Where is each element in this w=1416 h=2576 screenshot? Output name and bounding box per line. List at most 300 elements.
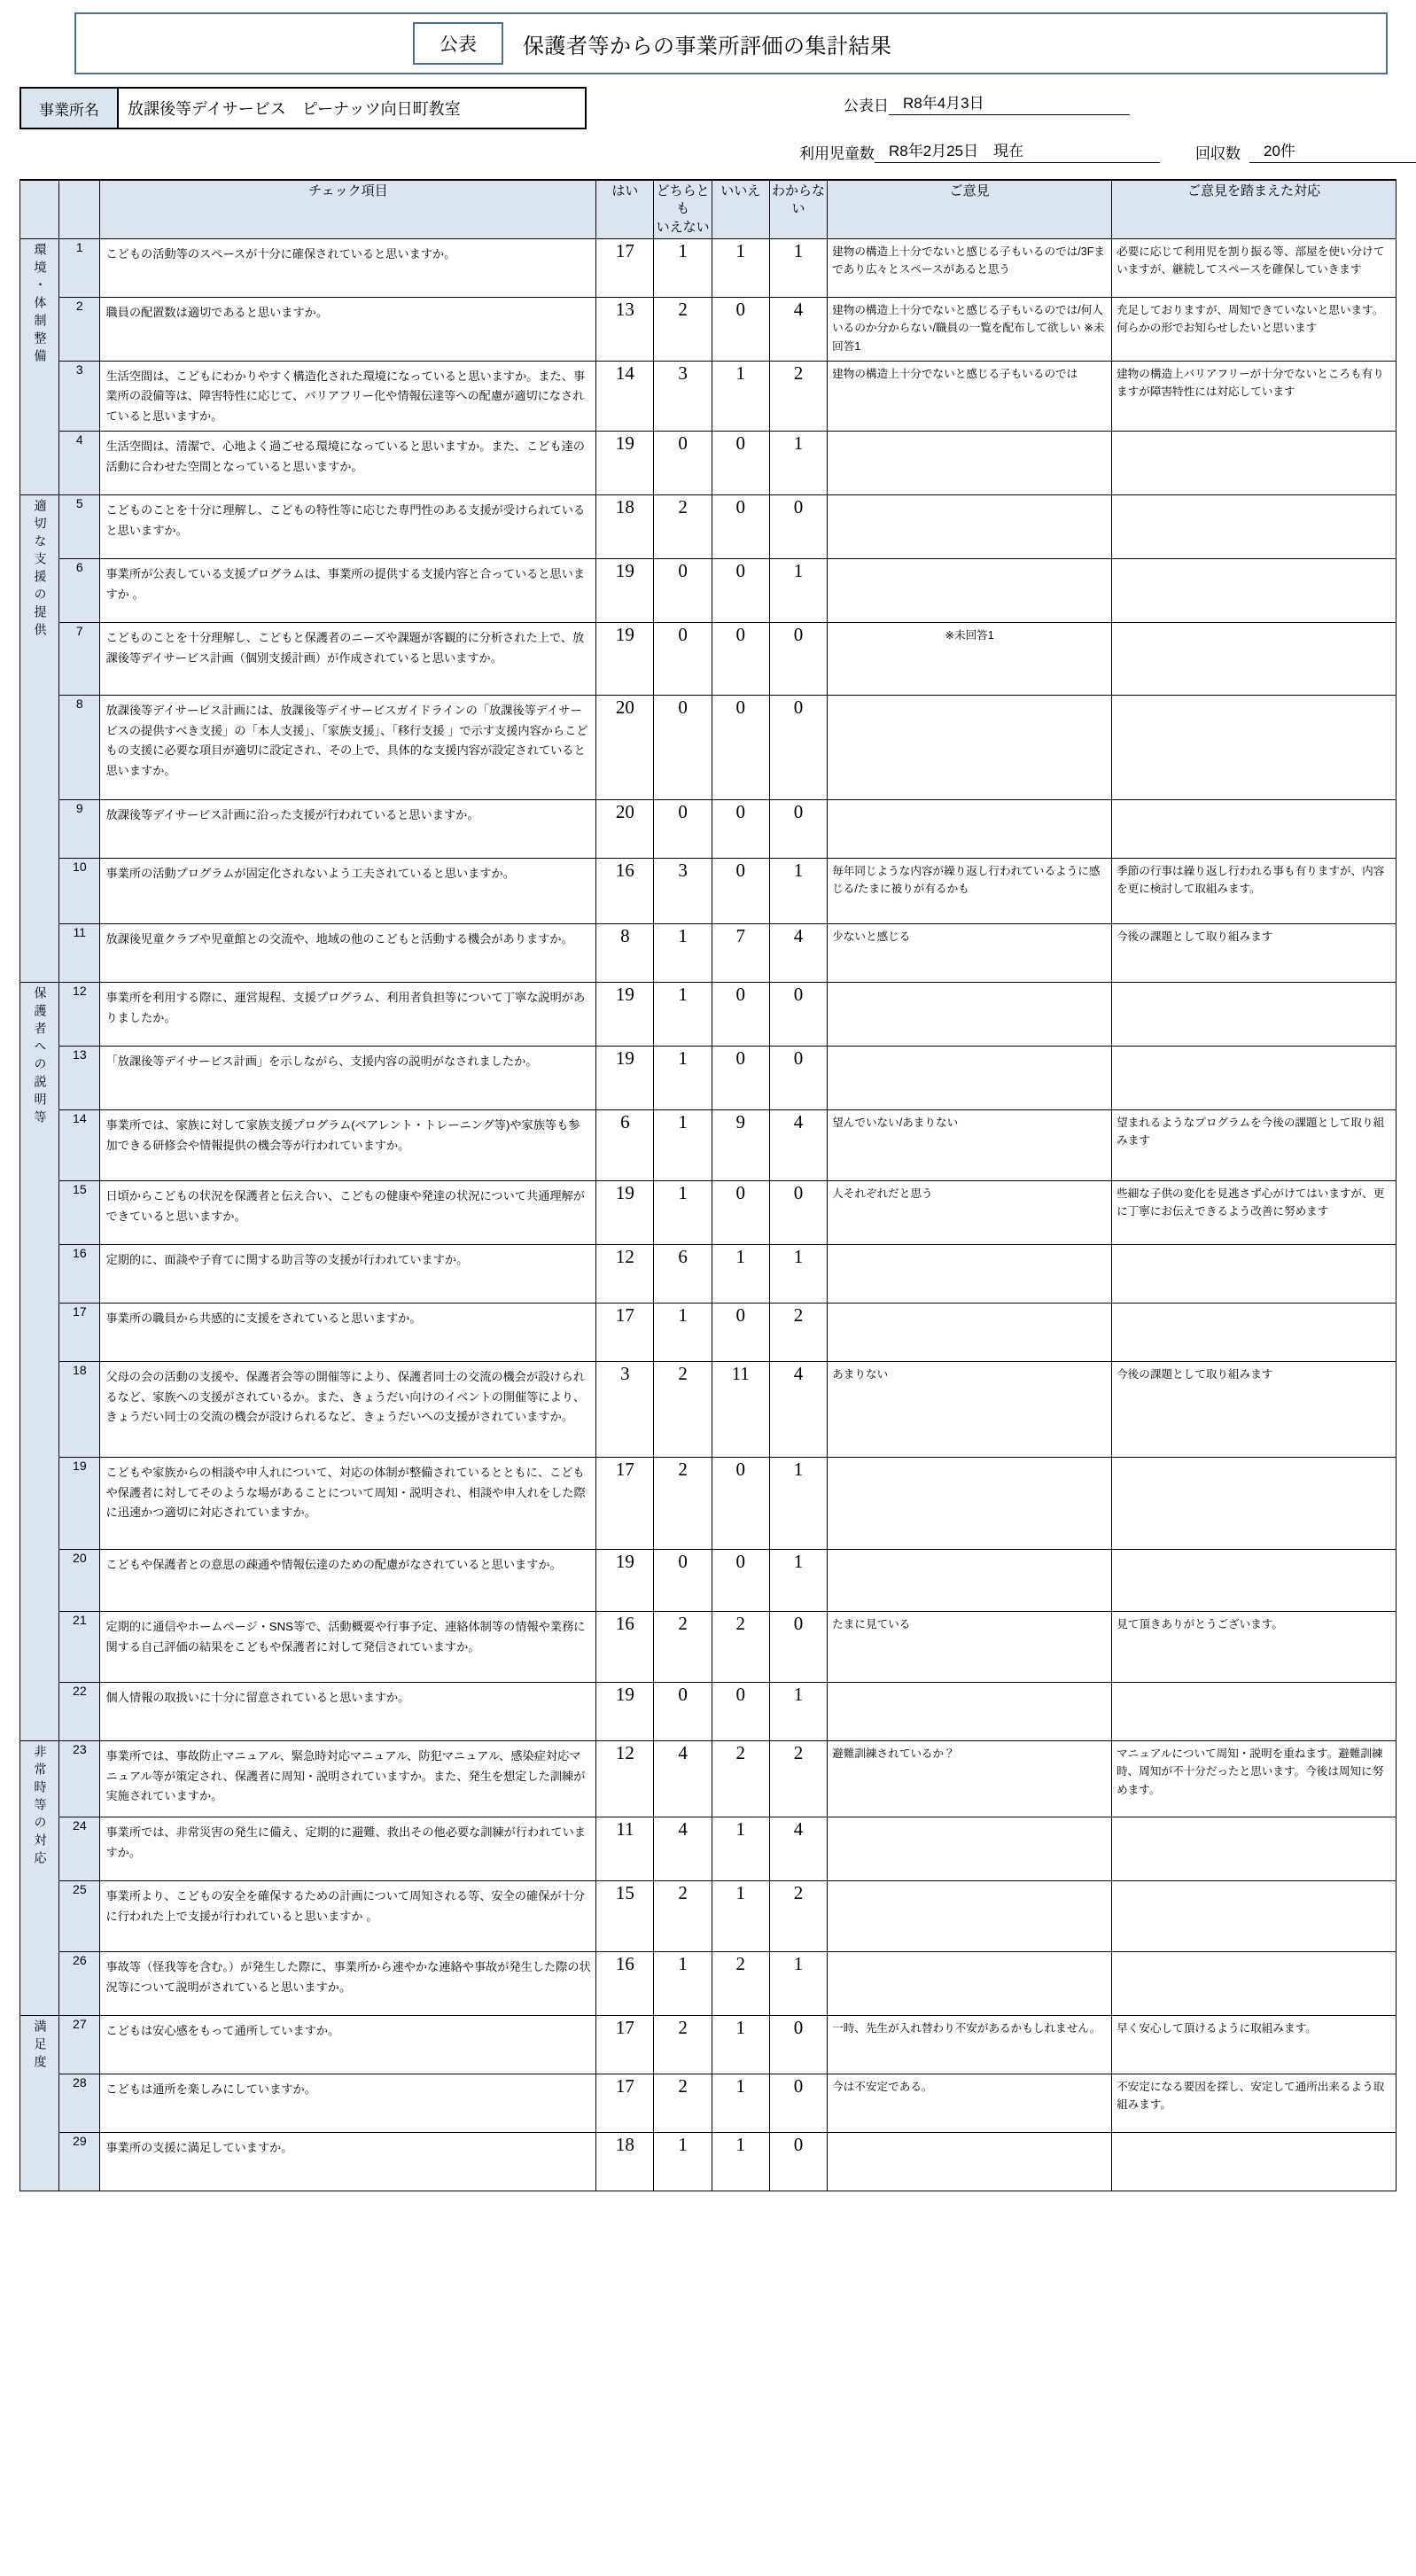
response-text: 些細な子供の変化を見逃さず心がけてはいますが、更に丁寧にお伝えできるよう改善に努めます bbox=[1112, 1180, 1397, 1244]
answer-yes: 12 bbox=[596, 1740, 654, 1817]
check-item-text: 放課後児童クラブや児童館との交流や、地域の他のこどもと活動する機会がありますか。 bbox=[100, 923, 596, 982]
answer-unknown: 1 bbox=[769, 1549, 827, 1611]
check-item-text: 個人情報の取扱いに十分に留意されていると思いますか。 bbox=[100, 1682, 596, 1740]
check-item-text: 事業所の活動プログラムが固定化されないよう工夫されていると思いますか。 bbox=[100, 858, 596, 923]
answer-yes: 17 bbox=[596, 238, 654, 297]
opinion-text: 建物の構造上十分でないと感じる子もいるのでは/何人いるのか分からない/職員の一覧を配布して欲しい ※未回答1 bbox=[828, 297, 1112, 361]
check-item-text: 事業所では、事故防止マニュアル、緊急時対応マニュアル、防犯マニュアル、感染症対応マニュアル等が策定され、保護者に周知・説明されていますか。また、発生を想定した訓練が実施されていますか。 bbox=[100, 1740, 596, 1817]
children-count-line bbox=[799, 138, 1416, 163]
answer-neither: 1 bbox=[654, 923, 712, 982]
response-text bbox=[1112, 622, 1397, 695]
opinion-text: 建物の構造上十分でないと感じる子もいるのでは bbox=[828, 361, 1112, 431]
row-number: 12 bbox=[59, 982, 100, 1046]
answer-yes: 19 bbox=[596, 982, 654, 1046]
check-item-text: こどもや家族からの相談や申入れについて、対応の体制が整備されているとともに、こどもや保護者に対してそのような場があることについて周知・説明され、相談や申入れをした際に迅速かつ適切に対応されていますか。 bbox=[100, 1457, 596, 1549]
check-item-text: 事業所では、非常災害の発生に備え、定期的に避難、救出その他必要な訓練が行われていますか。 bbox=[100, 1817, 596, 1880]
row-number: 18 bbox=[59, 1361, 100, 1457]
table-row bbox=[20, 2074, 1397, 2132]
check-item-text: 定期的に、面談や子育てに関する助言等の支援が行われていますか。 bbox=[100, 1244, 596, 1303]
publish-date-value: R8年4月3日 bbox=[889, 90, 1130, 115]
answer-yes: 19 bbox=[596, 1682, 654, 1740]
col-header-neither-line1: どちらとも bbox=[656, 183, 710, 217]
table-row bbox=[20, 1303, 1397, 1361]
answer-unknown: 0 bbox=[769, 2132, 827, 2191]
response-text bbox=[1112, 1951, 1397, 2015]
answer-neither: 4 bbox=[654, 1740, 712, 1817]
col-header-item: チェック項目 bbox=[100, 180, 596, 238]
col-header-neither-line2: いえない bbox=[656, 219, 710, 235]
answer-neither: 1 bbox=[654, 238, 712, 297]
answer-unknown: 1 bbox=[769, 858, 827, 923]
answer-unknown: 2 bbox=[769, 1880, 827, 1951]
section-label-text: 保護者への説明等 bbox=[33, 985, 48, 1128]
response-text bbox=[1112, 695, 1397, 799]
row-number: 20 bbox=[59, 1549, 100, 1611]
row-number: 1 bbox=[59, 238, 100, 297]
row-number: 5 bbox=[59, 494, 100, 558]
answer-unknown: 0 bbox=[769, 622, 827, 695]
answer-neither: 1 bbox=[654, 1046, 712, 1109]
answer-unknown: 0 bbox=[769, 982, 827, 1046]
meta-block bbox=[799, 90, 1416, 163]
table-row bbox=[20, 361, 1397, 431]
opinion-text: 人それぞれだと思う bbox=[828, 1180, 1112, 1244]
answer-neither: 1 bbox=[654, 982, 712, 1046]
col-header-neither bbox=[654, 180, 712, 238]
response-text bbox=[1112, 1244, 1397, 1303]
col-header-section bbox=[20, 180, 59, 238]
col-header-no-answer: いいえ bbox=[712, 180, 769, 238]
collected-count-value: 20件 bbox=[1249, 138, 1416, 163]
section-label-3 bbox=[20, 982, 59, 1740]
opinion-text bbox=[828, 1457, 1112, 1549]
answer-unknown: 0 bbox=[769, 1046, 827, 1109]
answer-yes: 3 bbox=[596, 1361, 654, 1457]
col-header-response: ご意見を踏まえた対応 bbox=[1112, 180, 1397, 238]
check-item-text: 事業所が公表している支援プログラムは、事業所の提供する支援内容と合っていると思いますか 。 bbox=[100, 558, 596, 622]
answer-no: 0 bbox=[712, 1046, 769, 1109]
section-label-text: 適切な支援の提供 bbox=[33, 498, 48, 641]
answer-yes: 6 bbox=[596, 1109, 654, 1180]
response-text bbox=[1112, 799, 1397, 858]
answer-neither: 2 bbox=[654, 1361, 712, 1457]
table-row bbox=[20, 1109, 1397, 1180]
opinion-text bbox=[828, 431, 1112, 494]
opinion-text bbox=[828, 1549, 1112, 1611]
response-text: 建物の構造上バリアフリーが十分でないところも有りますが障害特性には対応しています bbox=[1112, 361, 1397, 431]
answer-no: 2 bbox=[712, 1951, 769, 2015]
answer-yes: 16 bbox=[596, 1951, 654, 2015]
opinion-text bbox=[828, 1046, 1112, 1109]
answer-no: 0 bbox=[712, 431, 769, 494]
check-item-text: 事故等（怪我等を含む。）が発生した際に、事業所から速やかな連絡や事故が発生した際の状況等について説明がされていると思いますか。 bbox=[100, 1951, 596, 2015]
table-row bbox=[20, 431, 1397, 494]
check-item-text: こどものことを十分に理解し、こどもの特性等に応じた専門性のある支援が受けられていると思いますか。 bbox=[100, 494, 596, 558]
opinion-text: あまりない bbox=[828, 1361, 1112, 1457]
survey-results-table bbox=[19, 179, 1397, 2191]
answer-no: 2 bbox=[712, 1611, 769, 1682]
check-item-text: 生活空間は、こどもにわかりやすく構造化された環境になっていると思いますか。また、事業所の設備等は、障害特性に応じて、バリアフリー化や情報伝達等への配慮が適切になされていると思いますか。 bbox=[100, 361, 596, 431]
answer-unknown: 0 bbox=[769, 2074, 827, 2132]
row-number: 17 bbox=[59, 1303, 100, 1361]
response-text: 充足しておりますが、周知できていないと思います。何らかの形でお知らせしたいと思います bbox=[1112, 297, 1397, 361]
row-number: 13 bbox=[59, 1046, 100, 1109]
answer-neither: 2 bbox=[654, 494, 712, 558]
col-header-yes: はい bbox=[596, 180, 654, 238]
answer-no: 0 bbox=[712, 558, 769, 622]
facility-row bbox=[19, 87, 587, 129]
response-text: 望まれるようなプログラムを今後の課題として取り組みます bbox=[1112, 1109, 1397, 1180]
answer-no: 0 bbox=[712, 1180, 769, 1244]
table-row bbox=[20, 1817, 1397, 1880]
answer-neither: 4 bbox=[654, 1817, 712, 1880]
opinion-text bbox=[828, 982, 1112, 1046]
answer-yes: 19 bbox=[596, 431, 654, 494]
answer-neither: 0 bbox=[654, 799, 712, 858]
check-item-text: 生活空間は、清潔で、心地よく過ごせる環境になっていると思いますか。また、こども達の活動に合わせた空間となっていると思いますか。 bbox=[100, 431, 596, 494]
opinion-text: 望んでいない/あまりない bbox=[828, 1109, 1112, 1180]
answer-unknown: 1 bbox=[769, 1457, 827, 1549]
table-row bbox=[20, 1682, 1397, 1740]
answer-neither: 0 bbox=[654, 431, 712, 494]
response-text: 今後の課題として取り組みます bbox=[1112, 1361, 1397, 1457]
opinion-text bbox=[828, 799, 1112, 858]
check-item-text: 定期的に通信やホームページ・SNS等で、活動概要や行事予定、連絡体制等の情報や業務に関する自己評価の結果をこどもや保護者に対して発信されていますか。 bbox=[100, 1611, 596, 1682]
table-row bbox=[20, 1244, 1397, 1303]
answer-yes: 16 bbox=[596, 1611, 654, 1682]
row-number: 26 bbox=[59, 1951, 100, 2015]
answer-unknown: 1 bbox=[769, 1951, 827, 2015]
answer-no: 0 bbox=[712, 858, 769, 923]
answer-neither: 0 bbox=[654, 1682, 712, 1740]
row-number: 11 bbox=[59, 923, 100, 982]
check-item-text: こどもは安心感をもって通所していますか。 bbox=[100, 2015, 596, 2074]
answer-neither: 2 bbox=[654, 297, 712, 361]
answer-unknown: 0 bbox=[769, 1611, 827, 1682]
answer-unknown: 1 bbox=[769, 1682, 827, 1740]
check-item-text: 事業所を利用する際に、運営規程、支援プログラム、利用者負担等について丁寧な説明がありましたか。 bbox=[100, 982, 596, 1046]
check-item-text: こどもは通所を楽しみにしていますか。 bbox=[100, 2074, 596, 2132]
answer-neither: 3 bbox=[654, 858, 712, 923]
answer-yes: 15 bbox=[596, 1880, 654, 1951]
table-row bbox=[20, 2015, 1397, 2074]
opinion-text bbox=[828, 695, 1112, 799]
answer-no: 1 bbox=[712, 361, 769, 431]
answer-no: 2 bbox=[712, 1740, 769, 1817]
answer-neither: 0 bbox=[654, 1549, 712, 1611]
response-text bbox=[1112, 1457, 1397, 1549]
answer-neither: 1 bbox=[654, 2132, 712, 2191]
opinion-text: たまに見ている bbox=[828, 1611, 1112, 1682]
table-row bbox=[20, 1951, 1397, 2015]
table-row bbox=[20, 1361, 1397, 1457]
answer-yes: 8 bbox=[596, 923, 654, 982]
answer-unknown: 2 bbox=[769, 1303, 827, 1361]
response-text: 早く安心して頂けるように取組みます。 bbox=[1112, 2015, 1397, 2074]
answer-yes: 17 bbox=[596, 2074, 654, 2132]
row-number: 19 bbox=[59, 1457, 100, 1549]
col-header-opinion: ご意見 bbox=[828, 180, 1112, 238]
answer-neither: 6 bbox=[654, 1244, 712, 1303]
answer-no: 1 bbox=[712, 1880, 769, 1951]
table-row bbox=[20, 923, 1397, 982]
answer-unknown: 4 bbox=[769, 923, 827, 982]
row-number: 23 bbox=[59, 1740, 100, 1817]
table-row bbox=[20, 799, 1397, 858]
answer-yes: 19 bbox=[596, 1046, 654, 1109]
children-count-label: 利用児童数 bbox=[799, 145, 875, 162]
opinion-text bbox=[828, 2132, 1112, 2191]
publish-date-line bbox=[844, 90, 1416, 115]
answer-unknown: 1 bbox=[769, 1244, 827, 1303]
answer-neither: 1 bbox=[654, 1109, 712, 1180]
table-row bbox=[20, 558, 1397, 622]
row-number: 10 bbox=[59, 858, 100, 923]
section-label-text: 満足度 bbox=[33, 2019, 48, 2073]
answer-no: 1 bbox=[712, 1244, 769, 1303]
answer-unknown: 0 bbox=[769, 1180, 827, 1244]
answer-neither: 1 bbox=[654, 1180, 712, 1244]
table-row bbox=[20, 622, 1397, 695]
answer-neither: 2 bbox=[654, 1611, 712, 1682]
answer-neither: 2 bbox=[654, 2074, 712, 2132]
row-number: 6 bbox=[59, 558, 100, 622]
answer-unknown: 0 bbox=[769, 799, 827, 858]
answer-unknown: 4 bbox=[769, 1817, 827, 1880]
section-label-text: 非常時等の対応 bbox=[33, 1744, 48, 1869]
answer-no: 0 bbox=[712, 494, 769, 558]
table-row bbox=[20, 238, 1397, 297]
response-text: 不安定になる要因を探し、安定して通所出来るよう取組みます。 bbox=[1112, 2074, 1397, 2132]
answer-no: 1 bbox=[712, 2015, 769, 2074]
row-number: 28 bbox=[59, 2074, 100, 2132]
publish-date-label: 公表日 bbox=[844, 97, 889, 114]
check-item-text: 放課後等デイサービス計画には、放課後等デイサービスガイドラインの「放課後等デイサービスの提供すべき支援」の「本人支援」、「家族支援」、「移行支援 」で示す支援内容からこどもの支援に必要な項目が適切に設定され、その上で、具体的な支援内容が設定されていると思いますか。 bbox=[100, 695, 596, 799]
check-item-text: 放課後等デイサービス計画に沿った支援が行われていると思いますか。 bbox=[100, 799, 596, 858]
row-number: 8 bbox=[59, 695, 100, 799]
opinion-text: 避難訓練されているか？ bbox=[828, 1740, 1112, 1817]
row-number: 22 bbox=[59, 1682, 100, 1740]
answer-yes: 20 bbox=[596, 695, 654, 799]
opinion-text: ※未回答1 bbox=[828, 622, 1112, 695]
answer-yes: 14 bbox=[596, 361, 654, 431]
answer-no: 1 bbox=[712, 2074, 769, 2132]
response-text bbox=[1112, 2132, 1397, 2191]
response-text: 必要に応じて利用児を割り振る等、部屋を使い分けていますが、継続してスペースを確保していきます bbox=[1112, 238, 1397, 297]
row-number: 9 bbox=[59, 799, 100, 858]
response-text bbox=[1112, 494, 1397, 558]
answer-unknown: 2 bbox=[769, 361, 827, 431]
check-item-text: こどもや保護者との意思の疎通や情報伝達のための配慮がなされていると思いますか。 bbox=[100, 1549, 596, 1611]
check-item-text: こどものことを十分理解し、こどもと保護者のニーズや課題が客観的に分析された上で、放課後等デイサービス計画（個別支援計画）が作成されていると思いますか。 bbox=[100, 622, 596, 695]
section-label-1 bbox=[20, 238, 59, 494]
row-number: 7 bbox=[59, 622, 100, 695]
check-item-text: 事業所の支援に満足していますか。 bbox=[100, 2132, 596, 2191]
answer-yes: 17 bbox=[596, 1457, 654, 1549]
answer-neither: 1 bbox=[654, 1951, 712, 2015]
answer-neither: 0 bbox=[654, 622, 712, 695]
table-row bbox=[20, 1180, 1397, 1244]
response-text bbox=[1112, 1303, 1397, 1361]
answer-unknown: 0 bbox=[769, 695, 827, 799]
answer-yes: 19 bbox=[596, 622, 654, 695]
answer-yes: 18 bbox=[596, 494, 654, 558]
table-row bbox=[20, 494, 1397, 558]
opinion-text bbox=[828, 1951, 1112, 2015]
opinion-text: 建物の構造上十分でないと感じる子もいるのでは/3Fまであり広々とスペースがあると思う bbox=[828, 238, 1112, 297]
table-header-row bbox=[20, 180, 1397, 238]
answer-no: 0 bbox=[712, 799, 769, 858]
table-row bbox=[20, 1740, 1397, 1817]
table-row bbox=[20, 2132, 1397, 2191]
facility-name-value: 放課後等デイサービス ピーナッツ向日町教室 bbox=[128, 100, 461, 118]
answer-unknown: 4 bbox=[769, 1361, 827, 1457]
opinion-text bbox=[828, 1682, 1112, 1740]
opinion-text bbox=[828, 1880, 1112, 1951]
page-title: 保護者等からの事業所評価の集計結果 bbox=[523, 34, 892, 58]
table-row bbox=[20, 297, 1397, 361]
opinion-text bbox=[828, 494, 1112, 558]
answer-neither: 2 bbox=[654, 1880, 712, 1951]
section-label-4 bbox=[20, 1740, 59, 2015]
answer-no: 0 bbox=[712, 1303, 769, 1361]
answer-unknown: 4 bbox=[769, 1109, 827, 1180]
response-text bbox=[1112, 982, 1397, 1046]
response-text: 見て頂きありがとうございます。 bbox=[1112, 1611, 1397, 1682]
table-row bbox=[20, 695, 1397, 799]
response-text bbox=[1112, 1817, 1397, 1880]
answer-unknown: 1 bbox=[769, 558, 827, 622]
table-row bbox=[20, 858, 1397, 923]
check-item-text: 職員の配置数は適切であると思いますか。 bbox=[100, 297, 596, 361]
answer-no: 1 bbox=[712, 1817, 769, 1880]
opinion-text: 今は不安定である。 bbox=[828, 2074, 1112, 2132]
answer-unknown: 1 bbox=[769, 238, 827, 297]
opinion-text bbox=[828, 1244, 1112, 1303]
row-number: 21 bbox=[59, 1611, 100, 1682]
answer-no: 0 bbox=[712, 297, 769, 361]
check-item-text: 父母の会の活動の支援や、保護者会等の開催等により、保護者同士の交流の機会が設けられるなど、家族への支援がされているか。また、きょうだい向けのイベントの開催等により、きょうだい同士の交流の機会が設けられるなど、きょうだいへの支援がされていますか。 bbox=[100, 1361, 596, 1457]
answer-yes: 12 bbox=[596, 1244, 654, 1303]
row-number: 3 bbox=[59, 361, 100, 431]
answer-unknown: 1 bbox=[769, 431, 827, 494]
answer-no: 9 bbox=[712, 1109, 769, 1180]
check-item-text: 事業所より、こどもの安全を確保するための計画について周知される等、安全の確保が十分に行われた上で支援が行われていると思いますか 。 bbox=[100, 1880, 596, 1951]
section-label-5 bbox=[20, 2015, 59, 2191]
row-number: 16 bbox=[59, 1244, 100, 1303]
opinion-text bbox=[828, 558, 1112, 622]
table-row bbox=[20, 982, 1397, 1046]
check-item-text: 事業所では、家族に対して家族支援プログラム(ペアレント・トレーニング等)や家族等も参加できる研修会や情報提供の機会等が行われていますか。 bbox=[100, 1109, 596, 1180]
answer-unknown: 4 bbox=[769, 297, 827, 361]
answer-yes: 20 bbox=[596, 799, 654, 858]
check-item-text: こどもの活動等のスペースが十分に確保されていると思いますか。 bbox=[100, 238, 596, 297]
row-number: 24 bbox=[59, 1817, 100, 1880]
opinion-text bbox=[828, 1817, 1112, 1880]
response-text bbox=[1112, 1549, 1397, 1611]
section-label-text: 環境・体制整備 bbox=[33, 242, 48, 367]
answer-neither: 0 bbox=[654, 558, 712, 622]
opinion-text: 少ないと感じる bbox=[828, 923, 1112, 982]
answer-neither: 2 bbox=[654, 2015, 712, 2074]
answer-yes: 16 bbox=[596, 858, 654, 923]
opinion-text bbox=[828, 1303, 1112, 1361]
answer-unknown: 2 bbox=[769, 1740, 827, 1817]
answer-neither: 0 bbox=[654, 695, 712, 799]
row-number: 14 bbox=[59, 1109, 100, 1180]
opinion-text: 毎年同じような内容が繰り返し行われているように感じる/たまに被りが有るかも bbox=[828, 858, 1112, 923]
answer-no: 0 bbox=[712, 695, 769, 799]
row-number: 29 bbox=[59, 2132, 100, 2191]
answer-yes: 17 bbox=[596, 1303, 654, 1361]
table-row bbox=[20, 1880, 1397, 1951]
answer-no: 0 bbox=[712, 1682, 769, 1740]
answer-yes: 13 bbox=[596, 297, 654, 361]
answer-yes: 19 bbox=[596, 1180, 654, 1244]
check-item-text: 日頃からこどもの状況を保護者と伝え合い、こどもの健康や発達の状況について共通理解ができていると思いますか。 bbox=[100, 1180, 596, 1244]
table-row bbox=[20, 1549, 1397, 1611]
answer-neither: 2 bbox=[654, 1457, 712, 1549]
survey-table-body bbox=[20, 238, 1397, 2191]
answer-unknown: 0 bbox=[769, 494, 827, 558]
table-row bbox=[20, 1457, 1397, 1549]
row-number: 15 bbox=[59, 1180, 100, 1244]
row-number: 4 bbox=[59, 431, 100, 494]
answer-no: 1 bbox=[712, 2132, 769, 2191]
check-item-text: 「放課後等デイサービス計画」を示しながら、支援内容の説明がなされましたか。 bbox=[100, 1046, 596, 1109]
row-number: 27 bbox=[59, 2015, 100, 2074]
collected-count-label: 回収数 bbox=[1195, 145, 1241, 162]
table-row bbox=[20, 1611, 1397, 1682]
answer-yes: 18 bbox=[596, 2132, 654, 2191]
children-count-value: R8年2月25日 現在 bbox=[875, 138, 1160, 163]
answer-yes: 11 bbox=[596, 1817, 654, 1880]
response-text: 今後の課題として取り組みます bbox=[1112, 923, 1397, 982]
answer-neither: 3 bbox=[654, 361, 712, 431]
answer-no: 0 bbox=[712, 622, 769, 695]
response-text bbox=[1112, 1880, 1397, 1951]
publication-badge: 公表 bbox=[413, 22, 503, 65]
response-text bbox=[1112, 1046, 1397, 1109]
opinion-text: 一時、先生が入れ替わり不安があるかもしれません。 bbox=[828, 2015, 1112, 2074]
answer-no: 1 bbox=[712, 238, 769, 297]
answer-no: 0 bbox=[712, 982, 769, 1046]
answer-unknown: 0 bbox=[769, 2015, 827, 2074]
col-header-no bbox=[59, 180, 100, 238]
answer-yes: 17 bbox=[596, 2015, 654, 2074]
response-text: 季節の行事は繰り返し行われる事も有りますが、内容を更に検討して取組みます。 bbox=[1112, 858, 1397, 923]
answer-no: 11 bbox=[712, 1361, 769, 1457]
col-header-unknown: わからない bbox=[769, 180, 827, 238]
facility-name-label: 事業所名 bbox=[21, 89, 119, 128]
section-label-2 bbox=[20, 494, 59, 982]
response-text: マニュアルについて周知・説明を重ねます。避難訓練時、周知が不十分だったと思います。今後は周知に努めます。 bbox=[1112, 1740, 1397, 1817]
check-item-text: 事業所の職員から共感的に支援をされていると思いますか。 bbox=[100, 1303, 596, 1361]
answer-no: 0 bbox=[712, 1457, 769, 1549]
row-number: 25 bbox=[59, 1880, 100, 1951]
title-banner bbox=[74, 12, 1388, 74]
answer-yes: 19 bbox=[596, 558, 654, 622]
answer-yes: 19 bbox=[596, 1549, 654, 1611]
answer-no: 7 bbox=[712, 923, 769, 982]
response-text bbox=[1112, 1682, 1397, 1740]
row-number: 2 bbox=[59, 297, 100, 361]
answer-no: 0 bbox=[712, 1549, 769, 1611]
answer-neither: 1 bbox=[654, 1303, 712, 1361]
response-text bbox=[1112, 431, 1397, 494]
table-row bbox=[20, 1046, 1397, 1109]
response-text bbox=[1112, 558, 1397, 622]
